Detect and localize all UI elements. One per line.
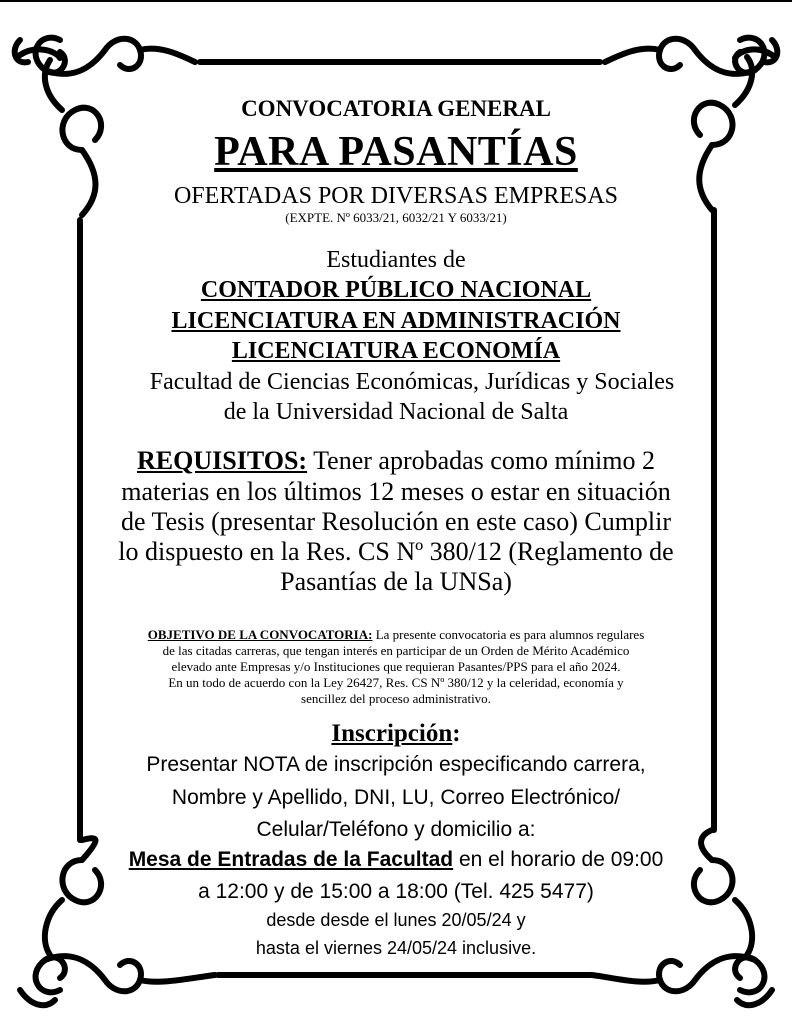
- mesa-de-entradas: Mesa de Entradas de la Facultad: [128, 848, 454, 871]
- inscription-line-2: Nombre y Apellido, DNI, LU, Correo Electrónico/: [171, 786, 621, 809]
- career-contador: CONTADOR PÚBLICO NACIONAL: [200, 277, 592, 303]
- objective-line-4: En un todo de acuerdo con la Ley 26427, Res. CS Nº 380/12 y la celeridad, economía y: [168, 675, 624, 690]
- page-title: PARA PASANTÍAS: [214, 129, 578, 175]
- requirements-line-2: materias en los últimos 12 meses o estar en situación: [121, 477, 671, 506]
- inscription-line-4: Mesa de Entradas de la Facultad en el horario de 09:00: [128, 848, 664, 871]
- objective-line-1: OBJETIVO DE LA CONVOCATORIA: La presente convocatoria es para alumnos regulares: [147, 627, 645, 642]
- objective-line-5: sencillez del proceso administrativo.: [301, 691, 491, 706]
- objective-line-2: de las citadas carreras, que tengan interés en participar de un Orden de Mérito Académico: [162, 643, 630, 658]
- inscription-line-1: Presentar NOTA de inscripción especificando carrera,: [146, 753, 646, 776]
- convocatoria-heading: CONVOCATORIA GENERAL: [241, 96, 551, 121]
- career-administracion: LICENCIATURA EN ADMINISTRACIÓN: [171, 308, 621, 334]
- expediente-reference: (EXPTE. Nº 6033/21, 6032/21 Y 6033/21): [285, 210, 507, 225]
- faculty-line-1: Facultad de Ciencias Económicas, Jurídicas y Sociales: [149, 369, 675, 395]
- requirements-label: REQUISITOS:: [137, 446, 308, 475]
- page-subtitle: OFERTADAS POR DIVERSAS EMPRESAS: [173, 183, 619, 209]
- requirements-line-5: Pasantías de la UNSa): [280, 567, 512, 596]
- inscription-line-6: desde desde el lunes 20/05/24 y: [266, 910, 526, 930]
- inscription-line-7: hasta el viernes 24/05/24 inclusive.: [255, 938, 537, 958]
- students-intro: Estudiantes de: [326, 247, 466, 273]
- objective-label: OBJETIVO DE LA CONVOCATORIA:: [147, 627, 373, 642]
- career-economia: LICENCIATURA ECONOMÍA: [231, 338, 561, 364]
- faculty-line-2: de la Universidad Nacional de Salta: [223, 399, 569, 425]
- requirements-line-3: de Tesis (presentar Resolución en este caso) Cumplir: [120, 507, 672, 536]
- objective-line-3: elevado ante Empresas y/o Instituciones que requieran Pasantes/PPS para el año 2024.: [171, 659, 621, 674]
- inscription-line-3: Celular/Teléfono y domicilio a:: [256, 818, 536, 841]
- inscription-heading: Inscripción:: [331, 720, 461, 747]
- requirements-line-1: REQUISITOS: Tener aprobadas como mínimo 2: [137, 446, 655, 475]
- inscription-line-5: a 12:00 y de 15:00 a 18:00 (Tel. 425 5477): [198, 880, 594, 903]
- requirements-line-4: lo dispuesto en la Res. CS Nº 380/12 (Reglamento de: [118, 537, 674, 566]
